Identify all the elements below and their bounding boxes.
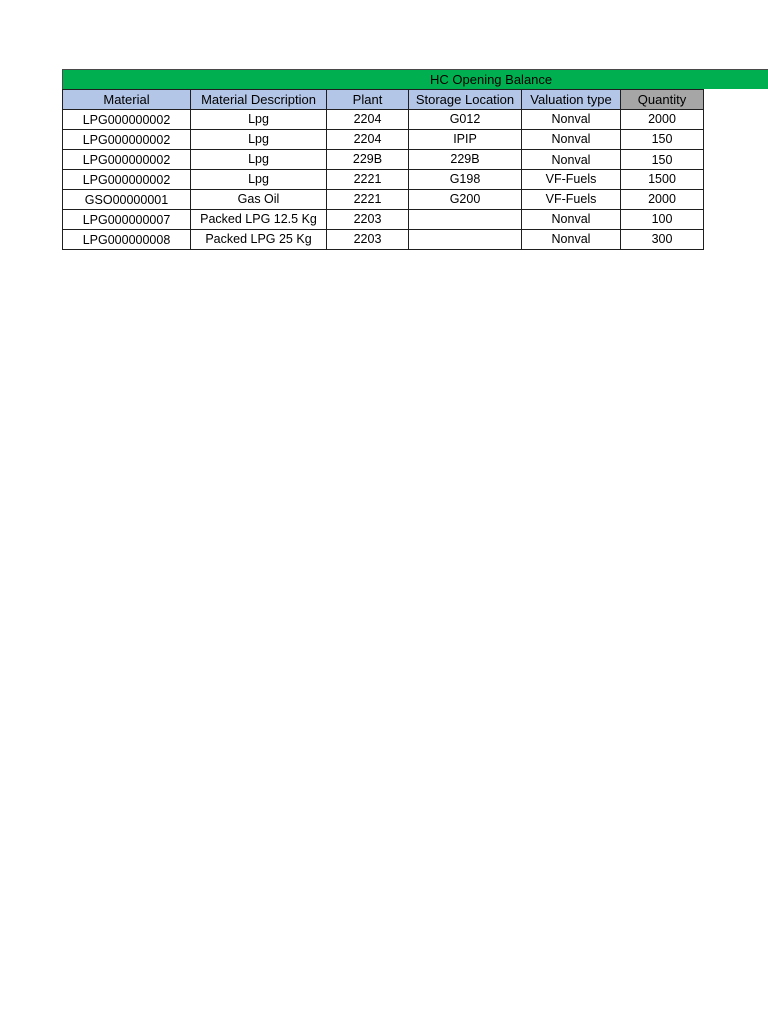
cell-plant[interactable]: 2204 bbox=[327, 130, 409, 150]
cell-material[interactable]: LPG000000008 bbox=[63, 230, 191, 250]
cell-storage-location[interactable] bbox=[409, 210, 522, 230]
cell-storage-location[interactable]: IPIP bbox=[409, 130, 522, 150]
cell-material[interactable]: GSO00000001 bbox=[63, 190, 191, 210]
cell-quantity[interactable]: 150 bbox=[621, 130, 704, 150]
cell-storage-location[interactable]: G200 bbox=[409, 190, 522, 210]
cell-plant[interactable]: 2204 bbox=[327, 110, 409, 130]
cell-material-description[interactable]: Lpg bbox=[191, 110, 327, 130]
cell-material[interactable]: LPG000000007 bbox=[63, 210, 191, 230]
cell-material-description[interactable]: Lpg bbox=[191, 130, 327, 150]
opening-balance-table bbox=[62, 89, 704, 250]
cell-plant[interactable]: 229B bbox=[327, 150, 409, 170]
cell-plant[interactable]: 2221 bbox=[327, 170, 409, 190]
table-row bbox=[63, 130, 704, 150]
cell-material[interactable]: LPG000000002 bbox=[63, 170, 191, 190]
sheet-title-bar bbox=[62, 69, 768, 89]
cell-quantity[interactable]: 150 bbox=[621, 150, 704, 170]
cell-material[interactable]: LPG000000002 bbox=[63, 110, 191, 130]
table-row bbox=[63, 190, 704, 210]
column-header-material[interactable]: Material bbox=[63, 90, 191, 110]
cell-plant[interactable]: 2203 bbox=[327, 210, 409, 230]
cell-storage-location[interactable]: G198 bbox=[409, 170, 522, 190]
cell-valuation-type[interactable]: Nonval bbox=[522, 130, 621, 150]
cell-storage-location[interactable] bbox=[409, 230, 522, 250]
cell-storage-location[interactable]: G012 bbox=[409, 110, 522, 130]
column-header-plant[interactable]: Plant bbox=[327, 90, 409, 110]
cell-material-description[interactable]: Lpg bbox=[191, 150, 327, 170]
cell-valuation-type[interactable]: Nonval bbox=[522, 230, 621, 250]
column-header-quantity[interactable]: Quantity bbox=[621, 90, 704, 110]
cell-material-description[interactable]: Lpg bbox=[191, 170, 327, 190]
cell-storage-location[interactable]: 229B bbox=[409, 150, 522, 170]
cell-valuation-type[interactable]: Nonval bbox=[522, 150, 621, 170]
table-row bbox=[63, 110, 704, 130]
cell-valuation-type[interactable]: VF-Fuels bbox=[522, 170, 621, 190]
cell-material-description[interactable]: Packed LPG 25 Kg bbox=[191, 230, 327, 250]
column-header-valuation-type[interactable]: Valuation type bbox=[522, 90, 621, 110]
table-row bbox=[63, 210, 704, 230]
cell-material[interactable]: LPG000000002 bbox=[63, 150, 191, 170]
cell-material-description[interactable]: Packed LPG 12.5 Kg bbox=[191, 210, 327, 230]
sheet-title: HC Opening Balance bbox=[430, 72, 553, 87]
column-header-material-description[interactable]: Material Description bbox=[191, 90, 327, 110]
cell-quantity[interactable]: 300 bbox=[621, 230, 704, 250]
cell-quantity[interactable]: 2000 bbox=[621, 110, 704, 130]
table-row bbox=[63, 170, 704, 190]
cell-valuation-type[interactable]: Nonval bbox=[522, 110, 621, 130]
cell-valuation-type[interactable]: Nonval bbox=[522, 210, 621, 230]
cell-plant[interactable]: 2203 bbox=[327, 230, 409, 250]
cell-material[interactable]: LPG000000002 bbox=[63, 130, 191, 150]
cell-quantity[interactable]: 1500 bbox=[621, 170, 704, 190]
header-row bbox=[63, 90, 704, 110]
column-header-storage-location[interactable]: Storage Location bbox=[409, 90, 522, 110]
cell-material-description[interactable]: Gas Oil bbox=[191, 190, 327, 210]
cell-valuation-type[interactable]: VF-Fuels bbox=[522, 190, 621, 210]
cell-quantity[interactable]: 100 bbox=[621, 210, 704, 230]
cell-quantity[interactable]: 2000 bbox=[621, 190, 704, 210]
cell-plant[interactable]: 2221 bbox=[327, 190, 409, 210]
table-row bbox=[63, 150, 704, 170]
table-row bbox=[63, 230, 704, 250]
